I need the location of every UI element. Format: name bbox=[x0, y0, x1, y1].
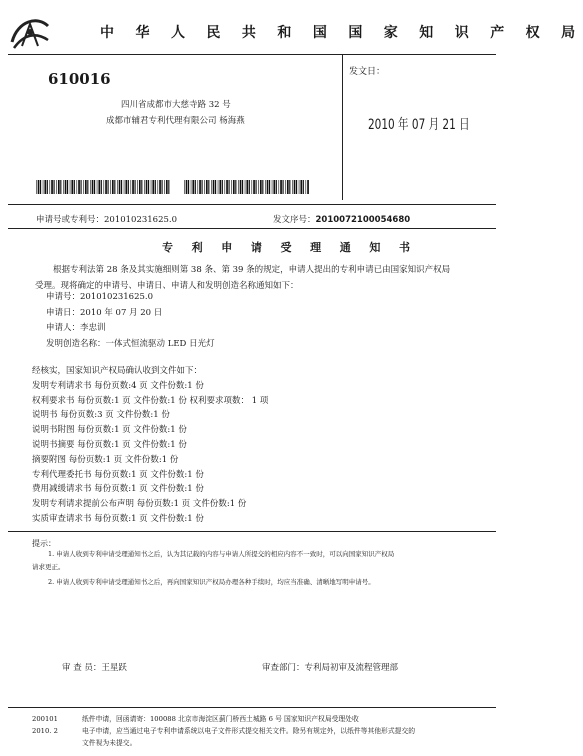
sipo-emblem-icon bbox=[8, 12, 52, 52]
barcode-bar bbox=[164, 180, 165, 194]
barcode-bar bbox=[303, 180, 304, 194]
barcode-bar bbox=[60, 180, 61, 194]
application-fields bbox=[46, 290, 215, 353]
barcode-bar bbox=[58, 180, 60, 194]
recipient-address: 四川省成都市大慈寺路 32 号 bbox=[121, 100, 231, 110]
barcode-bar bbox=[283, 180, 284, 194]
barcode-bar bbox=[98, 180, 100, 194]
serial-number-line bbox=[273, 213, 410, 225]
barcode-bar bbox=[56, 180, 57, 194]
notice-intro-line-2: 受理。现将确定的申请号、申请日、申请人和发明创造名称通知如下： bbox=[35, 281, 299, 291]
barcode-bar bbox=[215, 180, 216, 194]
barcode-bar bbox=[137, 180, 138, 194]
application-number-label: 申请号或专利号： bbox=[36, 215, 105, 225]
barcode-bar bbox=[54, 180, 55, 194]
recipient-postcode: 610016 bbox=[48, 70, 111, 88]
barcode-bar bbox=[272, 180, 273, 194]
barcode-bar bbox=[238, 180, 239, 194]
barcode-bar bbox=[83, 180, 84, 194]
barcode-bar bbox=[258, 180, 259, 194]
barcode-bar bbox=[77, 180, 78, 194]
barcode-bar bbox=[219, 180, 221, 194]
barcode-bar bbox=[202, 180, 203, 194]
barcode-bar bbox=[146, 180, 148, 194]
application-number-line bbox=[36, 213, 177, 225]
barcode-bar bbox=[90, 180, 91, 194]
barcode-bar bbox=[285, 180, 286, 194]
barcode-bar bbox=[225, 180, 226, 194]
barcode-bar bbox=[155, 180, 156, 194]
barcode-bar bbox=[307, 180, 309, 194]
header-divider bbox=[8, 54, 496, 55]
barcode-bar bbox=[294, 180, 296, 194]
barcode-bar bbox=[162, 180, 163, 194]
barcode-bar bbox=[191, 180, 192, 194]
barcode-bar bbox=[231, 180, 232, 194]
document-item: 说明书摘要 每份页数:1 页 文件份数:1 份 bbox=[32, 439, 187, 450]
barcode-bar bbox=[235, 180, 236, 194]
barcode-bar bbox=[240, 180, 242, 194]
meta-divider bbox=[8, 228, 496, 229]
department-line: 审查部门：专利局初审及流程管理部 bbox=[262, 663, 399, 673]
barcode-bar bbox=[276, 180, 277, 194]
barcode-bar bbox=[265, 180, 266, 194]
barcode-bar bbox=[151, 180, 152, 194]
barcode-bar bbox=[67, 180, 68, 194]
barcode-bar bbox=[204, 180, 205, 194]
barcode-bar bbox=[195, 180, 196, 194]
barcode-bar bbox=[246, 180, 248, 194]
footer-divider bbox=[8, 707, 496, 708]
form-code: 200101 bbox=[32, 715, 58, 723]
barcode-divider bbox=[8, 204, 496, 205]
barcode-bar bbox=[50, 180, 51, 194]
date-column-divider bbox=[342, 55, 343, 200]
barcode-bar bbox=[148, 180, 149, 194]
barcode-bar bbox=[144, 180, 145, 194]
barcode-bar bbox=[125, 180, 127, 194]
note-1-line-1: 1. 申请人收到专利申请受理通知书之后，认为其记载的内容与申请人所提交的相应内容不一致时，可以向国家知识产权局 bbox=[48, 550, 395, 558]
barcode-bar bbox=[44, 180, 46, 194]
field-application-number: 申请号：201010231625.0 bbox=[46, 292, 154, 302]
document-item: 说明书附图 每份页数:1 页 文件份数:1 份 bbox=[32, 425, 187, 436]
barcode-bar bbox=[218, 180, 219, 194]
barcode-bar bbox=[292, 180, 293, 194]
barcode-bar bbox=[249, 180, 250, 194]
document-item: 发明专利请求书 每份页数:4 页 文件份数:1 份 bbox=[32, 380, 204, 391]
footer-line-2 bbox=[32, 725, 415, 735]
barcode-bar bbox=[117, 180, 118, 194]
field-application-date: 申请日：2010 年 07 月 20 日 bbox=[46, 307, 163, 318]
barcode-bar bbox=[141, 180, 142, 194]
barcode-bar bbox=[104, 180, 105, 194]
barcode-bar bbox=[226, 180, 228, 194]
reviewer-line: 审 查 员：王星跃 bbox=[62, 663, 127, 673]
form-version: 2010. 2 bbox=[32, 727, 58, 735]
received-documents bbox=[32, 364, 268, 527]
application-number-value: 201010231625.0 bbox=[104, 215, 178, 225]
document-item: 实质审查请求书 每份页数:1 页 文件份数:1 份 bbox=[32, 513, 204, 524]
barcode-bar bbox=[97, 180, 98, 194]
barcode-bar bbox=[152, 180, 154, 194]
barcode-bar bbox=[158, 180, 159, 194]
document-item: 专利代理委托书 每份页数:1 页 文件份数:1 份 bbox=[32, 469, 204, 480]
barcode-bar bbox=[299, 180, 300, 194]
barcode-bar bbox=[168, 180, 169, 194]
barcode-bar bbox=[119, 180, 121, 194]
barcode-bar bbox=[70, 180, 71, 194]
barcode-bar bbox=[92, 180, 94, 194]
barcode-bar bbox=[267, 180, 269, 194]
barcode-bar bbox=[280, 180, 282, 194]
barcode-bar bbox=[43, 180, 44, 194]
documents-heading: 经核实，国家知识产权局确认收到文件如下： bbox=[32, 366, 203, 376]
field-invention-title: 发明创造名称：一体式恒流驱动 LED 日光灯 bbox=[46, 339, 215, 350]
barcode-bar bbox=[132, 180, 134, 194]
barcode-bar bbox=[252, 180, 253, 194]
barcode-right bbox=[184, 180, 310, 194]
barcode-bar bbox=[128, 180, 129, 194]
barcode-bar bbox=[188, 180, 189, 194]
barcode-bar bbox=[260, 180, 262, 194]
barcode-bar bbox=[242, 180, 243, 194]
field-applicant: 申请人：李忠训 bbox=[46, 323, 106, 334]
note-2: 2. 申请人收到专利申请受理通知书之后，再向国家知识产权局办理各种手续时，均应当准确、清晰地写明申请号。 bbox=[48, 578, 375, 586]
barcode-bar bbox=[208, 180, 209, 194]
note-1-line-2: 请求更正。 bbox=[32, 563, 65, 571]
barcode-bar bbox=[108, 180, 109, 194]
barcode-bar bbox=[131, 180, 132, 194]
notice-intro-line-1: 根据专利法第 28 条及其实施细则第 38 条、第 39 条的规定，申请人提出的专利申请已由国家知识产权局 bbox=[53, 265, 451, 275]
barcode-bar bbox=[213, 180, 215, 194]
barcode-bar bbox=[211, 180, 212, 194]
barcode-bar bbox=[269, 180, 270, 194]
serial-number-label: 发文序号： bbox=[273, 215, 316, 225]
barcode-bar bbox=[306, 180, 307, 194]
barcode-bar bbox=[121, 180, 122, 194]
barcode-left bbox=[36, 180, 170, 194]
barcode-bar bbox=[233, 180, 235, 194]
barcode-bar bbox=[74, 180, 75, 194]
document-item: 权利要求书 每份页数:1 页 文件份数:1 份 权利要求项数： 1 项 bbox=[32, 395, 269, 406]
barcode-bar bbox=[287, 180, 289, 194]
footer-electronic-notice: 电子申请，应当通过电子专利申请系统以电子文件形式提交相关文件。除另有规定外，以纸件等其他形式提交的 bbox=[82, 727, 416, 735]
barcode-bar bbox=[105, 180, 107, 194]
barcode-bar bbox=[139, 180, 141, 194]
barcode-bar bbox=[198, 180, 199, 194]
barcode-bar bbox=[253, 180, 255, 194]
barcode-bar bbox=[38, 180, 40, 194]
barcode-bar bbox=[206, 180, 208, 194]
barcode-bar bbox=[256, 180, 257, 194]
barcode-bar bbox=[192, 180, 194, 194]
barcode-bar bbox=[114, 180, 115, 194]
barcode-bar bbox=[245, 180, 246, 194]
notice-title: 专 利 申 请 受 理 通 知 书 bbox=[162, 241, 418, 254]
barcode-bar bbox=[186, 180, 188, 194]
barcode-bar bbox=[87, 180, 88, 194]
barcode-bar bbox=[289, 180, 290, 194]
footer-line-3: 文件视为未提交。 bbox=[82, 739, 137, 747]
document-item: 发明专利请求提前公布声明 每份页数:1 页 文件份数:1 份 bbox=[32, 499, 247, 510]
notes-block bbox=[32, 548, 496, 589]
barcode-bar bbox=[300, 180, 302, 194]
barcode-bar bbox=[262, 180, 263, 194]
barcode-bar bbox=[63, 180, 64, 194]
office-name-heading: 中 华 人 民 共 和 国 国 家 知 识 产 权 局 bbox=[100, 25, 583, 41]
barcode-bar bbox=[273, 180, 275, 194]
barcode-bar bbox=[47, 180, 48, 194]
barcode-bar bbox=[112, 180, 114, 194]
barcode-bar bbox=[184, 180, 185, 194]
barcode-bar bbox=[166, 180, 168, 194]
barcode-bar bbox=[124, 180, 125, 194]
dispatch-date-value: 2010 年 07 月 21 日 bbox=[368, 117, 470, 133]
barcode-bar bbox=[279, 180, 280, 194]
barcode-bar bbox=[85, 180, 87, 194]
barcode-bar bbox=[65, 180, 67, 194]
barcode-bar bbox=[222, 180, 223, 194]
barcode-bar bbox=[101, 180, 102, 194]
barcode-bar bbox=[36, 180, 37, 194]
barcode-bar bbox=[78, 180, 80, 194]
dispatch-date-label: 发文日： bbox=[349, 67, 386, 77]
document-item: 说明书 每份页数:3 页 文件份数:1 份 bbox=[32, 410, 170, 421]
footer-paper-address: 纸件申请，回函请寄：100088 北京市海淀区蓟门桥西土城路 6 号 国家知识产权局受理处收 bbox=[82, 715, 359, 723]
document-item: 费用减缓请求书 每份页数:1 页 文件份数:1 份 bbox=[32, 484, 204, 495]
barcode-bar bbox=[159, 180, 161, 194]
barcode-bar bbox=[51, 180, 53, 194]
barcode-bar bbox=[40, 180, 41, 194]
notes-heading: 提示： bbox=[32, 539, 56, 548]
barcode-bar bbox=[71, 180, 73, 194]
barcode-bar bbox=[110, 180, 111, 194]
barcode-bar bbox=[229, 180, 230, 194]
recipient-agency: 成都市辅君专利代理有限公司 杨海燕 bbox=[106, 116, 245, 126]
barcode-bar bbox=[94, 180, 95, 194]
document-item: 摘要附图 每份页数:1 页 文件份数:1 份 bbox=[32, 454, 179, 465]
barcode-bar bbox=[135, 180, 136, 194]
barcode-bar bbox=[81, 180, 82, 194]
barcode-bar bbox=[296, 180, 297, 194]
barcode-bar bbox=[199, 180, 201, 194]
serial-number-value: 2010072100054680 bbox=[315, 215, 411, 225]
notes-divider bbox=[8, 531, 496, 532]
footer-line-1 bbox=[32, 713, 359, 723]
